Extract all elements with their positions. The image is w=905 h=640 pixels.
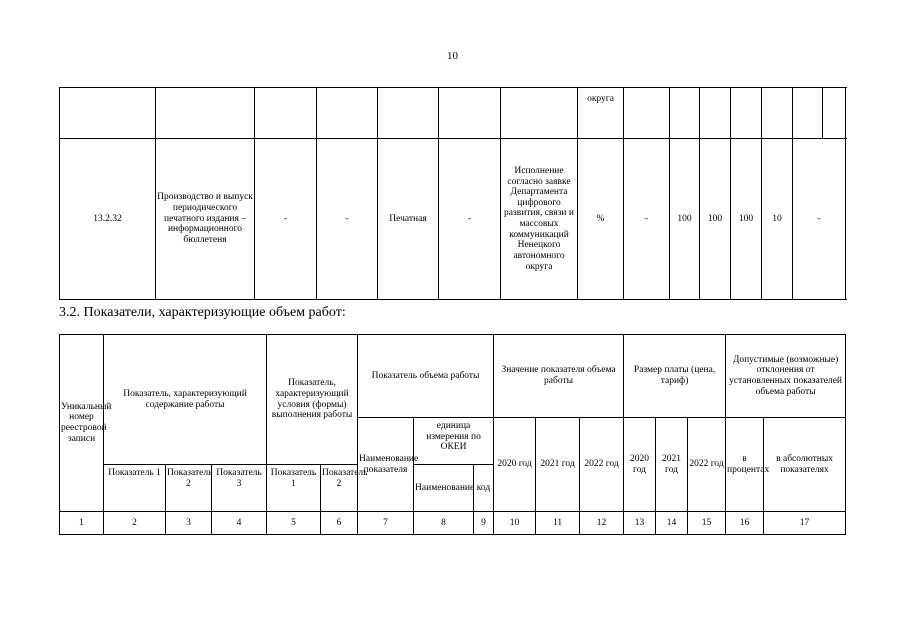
indicator-name-cell: Исполнение согласно заявке Департамента цифрового развития, связи и массовых коммуникаций Ненецкого автономного округа: [501, 139, 578, 300]
condition-indicator-1-header: Показатель 1: [267, 465, 321, 512]
condition-indicator-2-header: Показатель 2: [321, 465, 358, 512]
registry-number-cell: 13.2.32: [60, 139, 156, 300]
table-cell: -: [439, 139, 501, 300]
value-cell: 100: [670, 139, 700, 300]
section-title: 3.2. Показатели, характеризующие объем работ:: [59, 305, 346, 320]
value-cell: 100: [731, 139, 762, 300]
table-cell: -: [255, 139, 317, 300]
column-number: 3: [166, 512, 212, 535]
table-row: [60, 88, 846, 139]
column-number: 5: [267, 512, 321, 535]
unique-number-header: Уникальный номер реестровой записи: [60, 335, 104, 512]
deviation-absolute-header: в абсолютных показателях: [764, 418, 846, 512]
column-number: 9: [474, 512, 494, 535]
column-number: 17: [764, 512, 846, 535]
fee-2020-header: 2020 год: [624, 418, 656, 512]
table-cell: [624, 88, 670, 139]
page-number: 10: [447, 50, 458, 62]
table-cell: округа: [578, 88, 624, 139]
table-cell: [501, 88, 578, 139]
volume-group-header: Показатель объема работы: [358, 335, 494, 418]
table-cell: -: [624, 139, 670, 300]
table-cell: -: [793, 139, 846, 300]
content-indicator-3-header: Показатель 3: [212, 465, 267, 512]
table-cell: [823, 88, 846, 139]
column-number: 13: [624, 512, 656, 535]
work-volume-table: [59, 334, 846, 535]
content-indicator-2-header: Показатель 2: [166, 465, 212, 512]
fee-group-header: Размер платы (цена, тариф): [624, 335, 726, 418]
value-2020-header: 2020 год: [494, 418, 536, 512]
table-cell: -: [317, 139, 378, 300]
column-number: 1: [60, 512, 104, 535]
value-2022-header: 2022 год: [580, 418, 624, 512]
header-row: [60, 335, 846, 418]
value-cell: 100: [700, 139, 731, 300]
condition-group-header: Показатель, характеризующий условия (формы) выполнения работы: [267, 335, 358, 465]
column-number: 16: [726, 512, 764, 535]
unit-cell: %: [578, 139, 624, 300]
table-cell: [156, 88, 255, 139]
table-cell: [378, 88, 439, 139]
fee-2022-header: 2022 год: [688, 418, 726, 512]
column-number: 15: [688, 512, 726, 535]
table-cell: [793, 88, 823, 139]
content-group-header: Показатель, характеризующий содержание работы: [104, 335, 267, 465]
work-form-cell: Печатная: [378, 139, 439, 300]
column-number: 10: [494, 512, 536, 535]
column-number: 2: [104, 512, 166, 535]
content-indicator-1-header: Показатель 1: [104, 465, 166, 512]
deviation-cell: 10: [762, 139, 793, 300]
column-number: 11: [536, 512, 580, 535]
column-number: 7: [358, 512, 414, 535]
table-cell: [60, 88, 156, 139]
column-number: 4: [212, 512, 267, 535]
indicator-name-header: Наименование показателя: [358, 418, 414, 512]
unit-group-header: единица измерения по ОКЕИ: [414, 418, 494, 465]
table-cell: [439, 88, 501, 139]
unit-name-header: Наименование: [414, 465, 474, 512]
unit-code-header: код: [474, 465, 494, 512]
table-cell: [762, 88, 793, 139]
deviation-percent-header: в процентах: [726, 418, 764, 512]
table-cell: [700, 88, 731, 139]
table-cell: [731, 88, 762, 139]
column-number: 6: [321, 512, 358, 535]
column-number: 14: [656, 512, 688, 535]
table-cell: [255, 88, 317, 139]
table-cell: [670, 88, 700, 139]
table-cell: [317, 88, 378, 139]
work-content-cell: Производство и выпуск периодического печатного издания – информационного бюллетеня: [156, 139, 255, 300]
quality-indicators-table-continuation: [59, 87, 846, 300]
fee-2021-header: 2021 год: [656, 418, 688, 512]
column-number: 12: [580, 512, 624, 535]
column-number: 8: [414, 512, 474, 535]
value-2021-header: 2021 год: [536, 418, 580, 512]
column-numbers-row: [60, 512, 846, 535]
deviation-group-header: Допустимые (возможные) отклонения от установленных показателей объема работы: [726, 335, 846, 418]
value-group-header: Значение показателя объема работы: [494, 335, 624, 418]
table-row: [60, 139, 846, 300]
